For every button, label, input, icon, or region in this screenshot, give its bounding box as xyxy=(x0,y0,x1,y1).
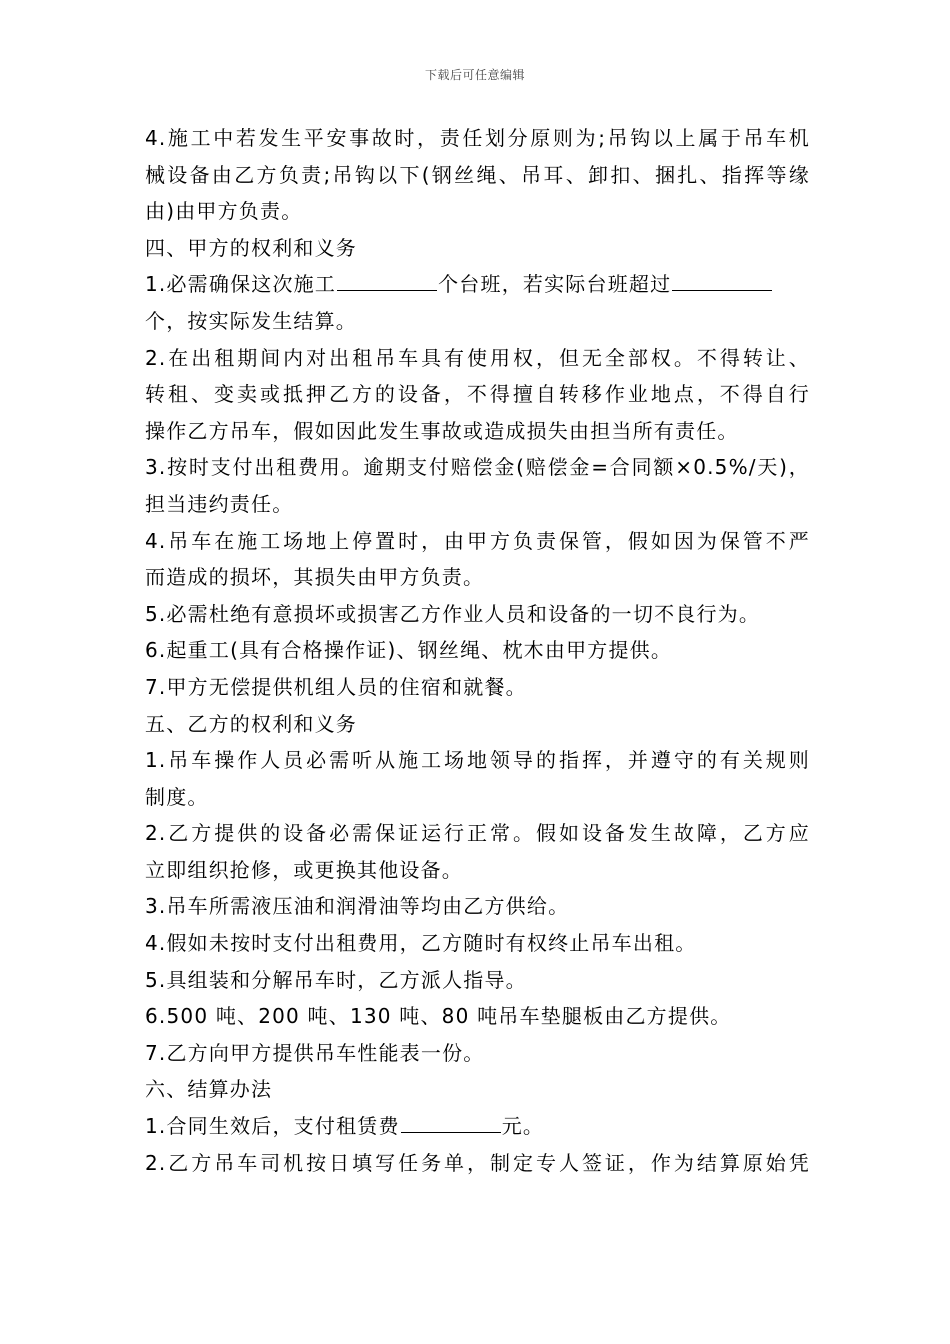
clause-line: 5.具组装和分解吊车时，乙方派人指导。 xyxy=(145,967,527,992)
fill-in-blank[interactable] xyxy=(672,266,772,291)
clause-line: 4.施工中若发生平安事故时，责任划分原则为;吊钩以上属于吊车机 xyxy=(145,126,810,150)
clause-text: 1.合同生效后，支付租赁费 xyxy=(145,1114,400,1139)
clause-line: 2.乙方提供的设备必需保证运行正常。假如设备发生故障，乙方应 xyxy=(145,821,810,846)
clause-line: 4.吊车在施工场地上停置时，由甲方负责保管，假如因为保管不严 xyxy=(145,528,810,553)
clause-line: 7.乙方向甲方提供吊车性能表一份。 xyxy=(145,1040,485,1065)
clause-line: 2.乙方吊车司机按日填写任务单，制定专人签证，作为结算原始凭 xyxy=(145,1150,810,1175)
clause-text: 个台班，若实际台班超过 xyxy=(438,272,672,297)
clause-line: 立即组织抢修，或更换其他设备。 xyxy=(145,857,463,882)
clause-text: 1.必需确保这次施工 xyxy=(145,272,337,297)
section-heading: 五、乙方的权利和义务 xyxy=(145,711,357,736)
clause-line: 操作乙方吊车，假如因此发生事故或造成损失由担当所有责任。 xyxy=(145,418,739,443)
clause-line: 担当违约责任。 xyxy=(145,491,294,516)
clause-line: 5.必需杜绝有意损坏或损害乙方作业人员和设备的一切不良行为。 xyxy=(145,601,761,626)
clause-line: 械设备由乙方负责;吊钩以下(钢丝绳、吊耳、卸扣、捆扎、指挥等缘 xyxy=(145,162,810,187)
clause-line: 2.在出租期间内对出租吊车具有使用权，但无全部权。不得转让、 xyxy=(145,345,810,370)
document-body xyxy=(145,120,810,1181)
clause-line: 7.甲方无偿提供机组人员的住宿和就餐。 xyxy=(145,674,527,699)
clause-line: 6.起重工(具有合格操作证)、钢丝绳、枕木由甲方提供。 xyxy=(145,638,673,663)
fill-in-blank[interactable] xyxy=(401,1108,501,1133)
clause-line: 3.吊车所需液压油和润滑油等均由乙方供给。 xyxy=(145,894,570,919)
clause-line: 4.假如未按时支付出租费用，乙方随时有权终止吊车出租。 xyxy=(145,931,697,956)
clause-line: 1.吊车操作人员必需听从施工场地领导的指挥，并遵守的有关规则 xyxy=(145,748,810,773)
section-heading: 六、结算办法 xyxy=(145,1077,273,1102)
section-heading: 四、甲方的权利和义务 xyxy=(145,235,357,260)
clause-line: 3.按时支付出租费用。逾期支付赔偿金(赔偿金=合同额×0.5%/天)， xyxy=(145,455,810,480)
clause-line: 而造成的损坏，其损失由甲方负责。 xyxy=(145,565,485,590)
clause-line-with-blanks xyxy=(145,266,810,303)
page-header: 下载后可任意编辑 xyxy=(424,68,525,82)
clause-line: 由)由甲方负责。 xyxy=(145,199,303,224)
fill-in-blank[interactable] xyxy=(337,266,437,291)
clause-line: 制度。 xyxy=(145,784,209,809)
clause-line-with-blank xyxy=(145,1108,810,1145)
clause-line: 转租、变卖或抵押乙方的设备，不得擅自转移作业地点，不得自行 xyxy=(145,382,810,407)
clause-line: 个，按实际发生结算。 xyxy=(145,308,357,333)
clause-line: 6.500 吨、200 吨、130 吨、80 吨吊车垫腿板由乙方提供。 xyxy=(145,1004,732,1029)
clause-text: 元。 xyxy=(501,1114,545,1139)
